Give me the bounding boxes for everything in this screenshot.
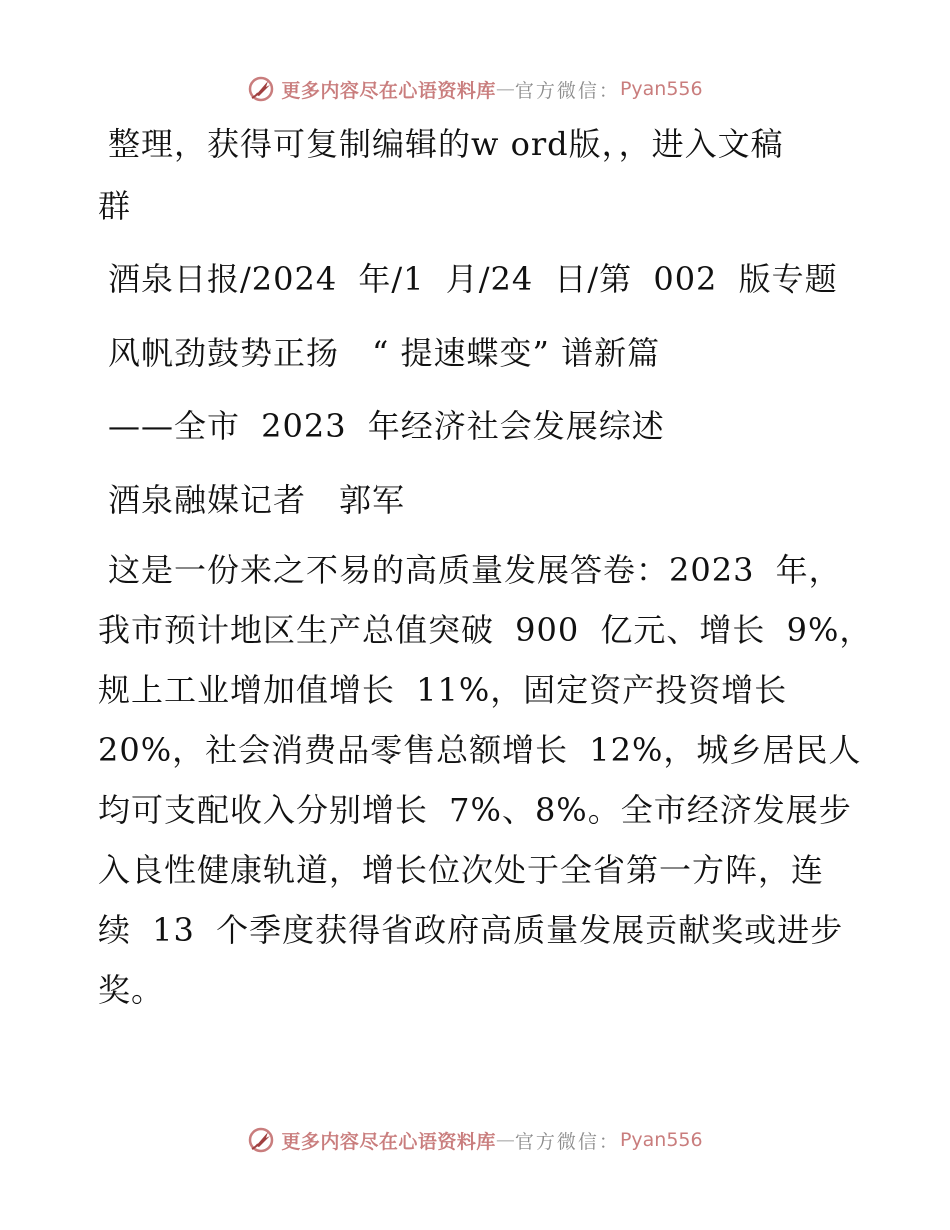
quill-pen-circle-logo-icon bbox=[247, 75, 275, 103]
header-watermark bbox=[0, 72, 950, 106]
body-line-7: 续 13 个季度获得省政府高质量发展贡献奖或进步 bbox=[98, 911, 844, 949]
headline: 风帆劲鼓势正扬 “ 提速蝶变” 谱新篇 bbox=[108, 334, 661, 372]
body-line-8 bbox=[98, 940, 165, 1009]
quill-pen-circle-logo-icon bbox=[247, 1126, 275, 1154]
intro-line-1: 整理，获得可复制编辑的w ord版，，进入文稿 bbox=[108, 125, 784, 163]
watermark-wechat-id: Pyan556 bbox=[619, 1129, 703, 1151]
source-line: 酒泉日报/2024 年/1 月/24 日/第 002 版专题 bbox=[108, 260, 838, 298]
body-line-3: 规上工业增加值增长 11%，固定资产投资增长 bbox=[98, 671, 788, 709]
body-line-6: 入良性健康轨道，增长位次处于全省第一方阵，连 bbox=[98, 851, 825, 889]
body-line-8-text: 奖。 bbox=[98, 971, 165, 1009]
watermark-wechat-label: 官方微信： bbox=[514, 79, 620, 102]
intro-line-2: 群 bbox=[98, 187, 132, 225]
watermark-title: 更多内容尽在心语资料库 bbox=[281, 79, 496, 102]
watermark-dash: — bbox=[495, 1129, 515, 1151]
watermark-wechat-id: Pyan556 bbox=[619, 78, 703, 100]
watermark-wechat-label: 官方微信： bbox=[514, 1130, 620, 1153]
footer-watermark bbox=[0, 1123, 950, 1157]
body-line-4: 20%，社会消费品零售总额增长 12%，城乡居民人 bbox=[98, 731, 862, 769]
body-line-2: 我市预计地区生产总值突破 900 亿元、增长 9%， bbox=[98, 611, 873, 649]
watermark-title: 更多内容尽在心语资料库 bbox=[281, 1130, 496, 1153]
body-line-1: 这是一份来之不易的高质量发展答卷：2023 年， bbox=[108, 551, 842, 589]
watermark-dash: — bbox=[495, 78, 515, 100]
byline: 酒泉融媒记者 郭军 bbox=[108, 481, 406, 519]
body-line-5: 均可支配收入分别增长 7%、8%。全市经济发展步 bbox=[98, 791, 852, 829]
subheadline: ——全市 2023 年经济社会发展综述 bbox=[108, 407, 665, 445]
